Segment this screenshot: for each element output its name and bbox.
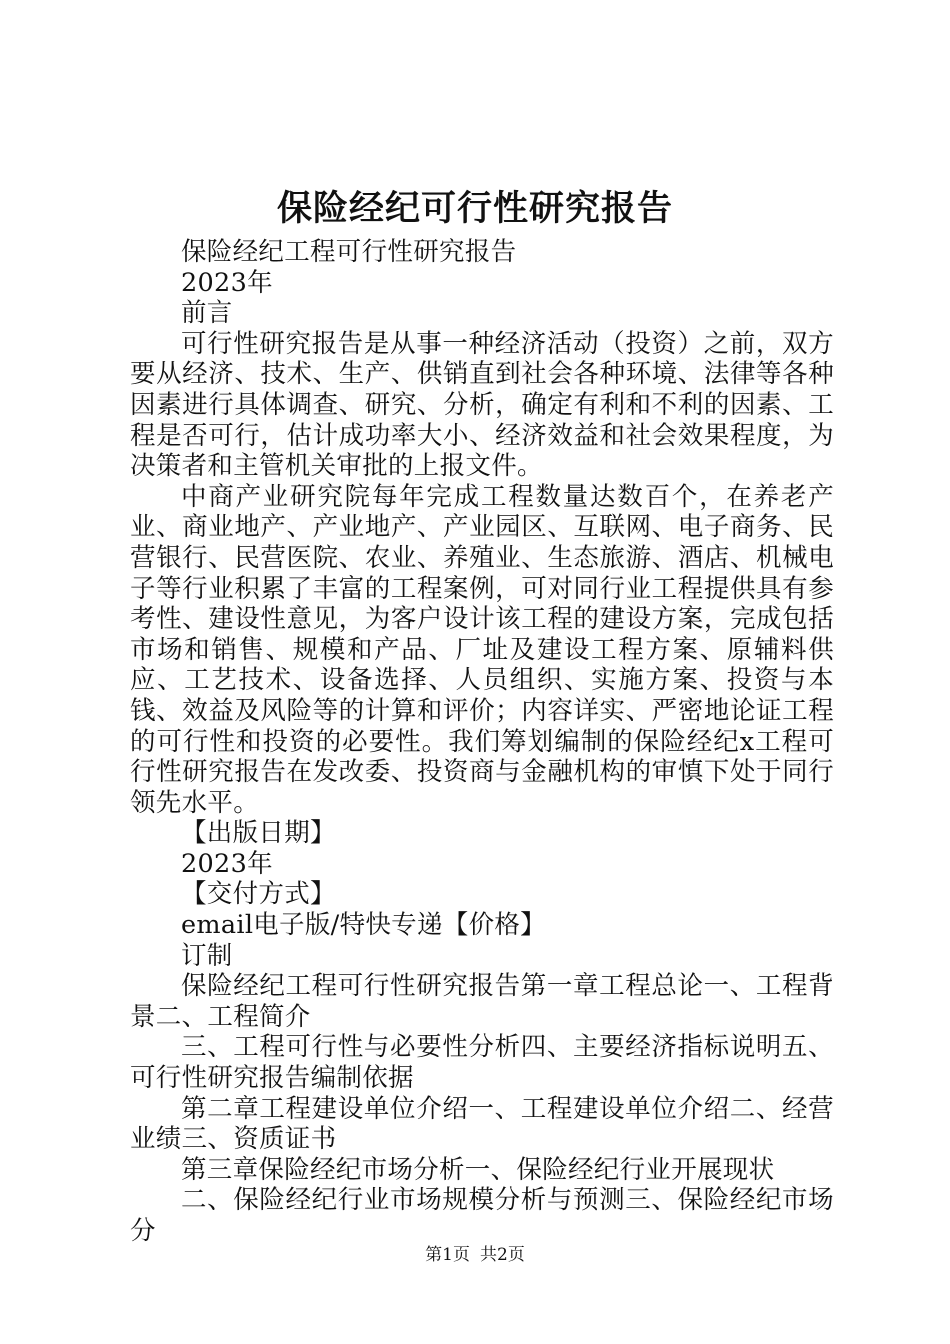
page-number: 第1页: [425, 1245, 470, 1265]
body-paragraph: email电子版/特快专递【价格】: [181, 910, 546, 941]
body-paragraph: 中商产业研究院每年完成工程数量达数百个，在养老产业、商业地产、产业地产、产业园区、互联网、电子商务、民营银行、民营医院、农业、养殖业、生态旅游、酒店、机械电子等行业积累了丰富的工程案例，可对同行业工程提供具有参考性、建设性意见，为客户设计该工程的建设方案，完成包括市场和销售、规模和产品、厂址及建设工程方案、原辅料供应、工艺技术、设备选择、人员组织、实施方案、投资与本钱、效益及风险等的计算和评价；内容详实、严密地论证工程的可行性和投资的必要性。我们筹划编制的保险经纪x工程可行性研究报告在发改委、投资商与金融机构的审慎下处于同行领先水平。: [130, 481, 834, 818]
body-paragraph: 三、工程可行性与必要性分析四、主要经济指标说明五、可行性研究报告编制依据: [130, 1032, 834, 1094]
body-paragraph: 可行性研究报告是从事一种经济活动（投资）之前，双方要从经济、技术、生产、供销直到社会各种环境、法律等各种因素进行具体调查、研究、分析，确定有利和不利的因素、工程是否可行，估计成功率大小、经济效益和社会效果程度，为决策者和主管机关审批的上报文件。: [130, 328, 834, 482]
body-paragraph: 第三章保险经纪市场分析一、保险经纪行业开展现状: [181, 1154, 775, 1185]
body-paragraph: 前言: [181, 298, 233, 329]
body-paragraph: 保险经纪工程可行性研究报告: [181, 237, 517, 267]
body-paragraph: 【交付方式】: [181, 879, 336, 910]
body-paragraph: 2023年: [181, 848, 273, 879]
document-title: 保险经纪可行性研究报告: [276, 188, 673, 229]
body-paragraph: 二、保险经纪行业市场规模分析与预测三、保险经纪市场分: [130, 1185, 834, 1246]
body-paragraph: 第二章工程建设单位介绍一、工程建设单位介绍二、经营业绩三、资质证书: [130, 1093, 834, 1155]
body-paragraph: 订制: [181, 940, 233, 971]
body-paragraph: 2023年: [181, 267, 273, 298]
body-paragraph: 【出版日期】: [181, 818, 336, 849]
page-total: 共2页: [480, 1245, 525, 1265]
document-body: [130, 237, 834, 1247]
body-paragraph: 保险经纪工程可行性研究报告第一章工程总论一、工程背景二、工程简介: [130, 971, 834, 1032]
page-footer: [0, 1244, 950, 1266]
